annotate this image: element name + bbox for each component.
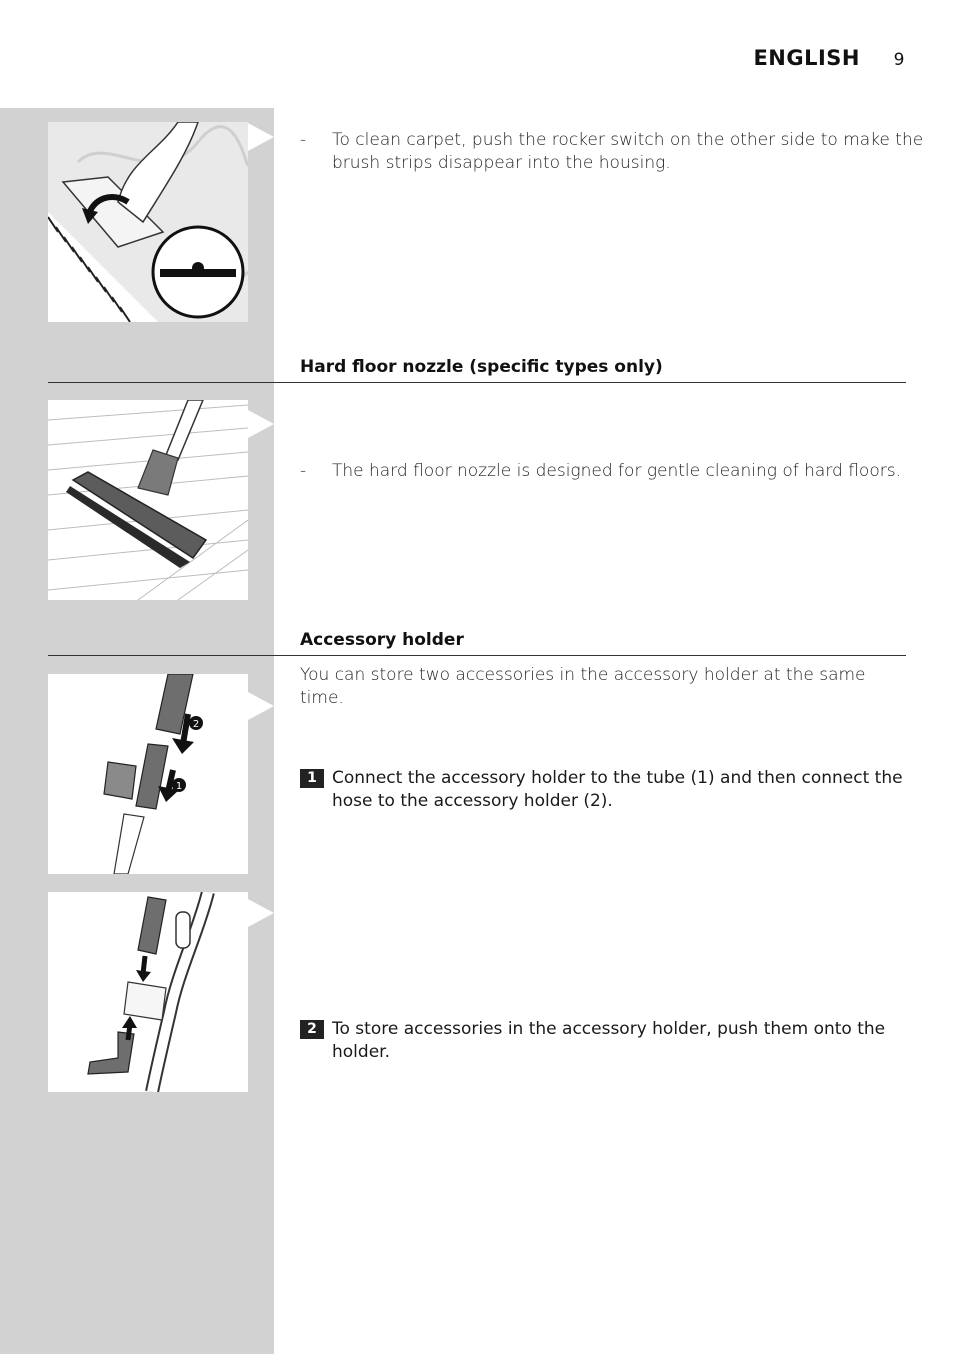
hard-floor-heading: Hard floor nozzle (specific types only) bbox=[300, 357, 663, 377]
accessory-holder-heading: Accessory holder bbox=[300, 630, 464, 650]
hard-floor-nozzle-illustration bbox=[48, 400, 248, 600]
accessory-holder-connect-illustration bbox=[48, 674, 248, 874]
step-number: 1 bbox=[300, 769, 324, 788]
carpet-instruction-text: To clean carpet, push the rocker switch on the other side to make the brush strips disappear into the housing. bbox=[332, 130, 924, 173]
step-2 bbox=[300, 1018, 926, 1064]
step-1 bbox=[300, 767, 926, 813]
accessory-intro: You can store two accessories in the accessory holder at the same time. bbox=[300, 665, 866, 708]
section-divider bbox=[48, 655, 906, 656]
carpet-instruction bbox=[300, 129, 928, 175]
callout-2: 2 bbox=[192, 719, 200, 730]
step-number: 2 bbox=[300, 1020, 324, 1039]
figure-pointer bbox=[248, 123, 274, 151]
figure-pointer bbox=[248, 692, 274, 720]
bullet-dash: - bbox=[300, 130, 307, 150]
figure-pointer bbox=[248, 899, 274, 927]
figure-pointer bbox=[248, 410, 274, 438]
hard-floor-instruction-text: The hard floor nozzle is designed for gentle cleaning of hard floors. bbox=[332, 461, 901, 481]
carpet-nozzle-illustration bbox=[48, 122, 248, 322]
language-label: ENGLISH bbox=[753, 46, 860, 70]
page-number: 9 bbox=[893, 50, 905, 70]
hard-floor-instruction bbox=[300, 460, 928, 483]
step-text: To store accessories in the accessory holder, push them onto the holder. bbox=[332, 1019, 886, 1062]
section-divider bbox=[48, 382, 906, 383]
bullet-dash: - bbox=[300, 461, 307, 481]
callout-1: 1 bbox=[175, 781, 183, 792]
step-text: Connect the accessory holder to the tube (1) and then connect the hose to the accessory holder (2). bbox=[332, 768, 903, 811]
accessory-storage-illustration bbox=[48, 892, 248, 1092]
